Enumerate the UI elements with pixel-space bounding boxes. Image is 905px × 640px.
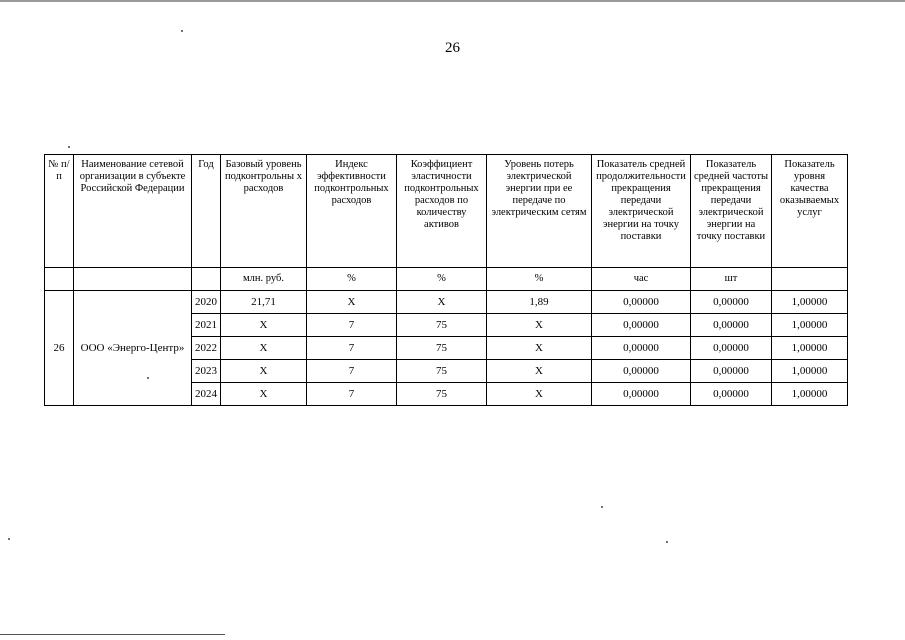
scan-speck <box>666 541 668 543</box>
header-interruption-duration: Показатель средней продолжительности прекращения передачи электрической энергии на точку поставки <box>592 155 691 268</box>
unit-empty <box>45 268 74 291</box>
interruption-duration-cell: 0,00000 <box>592 291 691 314</box>
interruption-duration-cell: 0,00000 <box>592 314 691 337</box>
header-year: Год <box>192 155 221 268</box>
scan-speck <box>181 30 183 32</box>
year-cell: 2020 <box>192 291 221 314</box>
service-quality-cell: 1,00000 <box>772 291 848 314</box>
interruption-duration-cell: 0,00000 <box>592 360 691 383</box>
efficiency-index-cell: 7 <box>307 383 397 406</box>
page-number: 26 <box>445 40 460 56</box>
org-name: ООО «Энерго-Центр» <box>74 291 192 406</box>
scan-speck <box>68 146 70 148</box>
loss-level-cell: 1,89 <box>487 291 592 314</box>
loss-level-cell: X <box>487 360 592 383</box>
elasticity-coefficient-cell: 75 <box>397 337 487 360</box>
year-cell: 2021 <box>192 314 221 337</box>
year-cell: 2023 <box>192 360 221 383</box>
base-level-cell: X <box>221 337 307 360</box>
header-efficiency-index: Индекс эффективности подконтрольных расходов <box>307 155 397 268</box>
interruption-frequency-cell: 0,00000 <box>691 314 772 337</box>
efficiency-index-cell: 7 <box>307 337 397 360</box>
table-header-row <box>45 155 848 268</box>
interruption-frequency-cell: 0,00000 <box>691 383 772 406</box>
header-organization: Наименование сетевой организации в субъекте Российской Федерации <box>74 155 192 268</box>
loss-level-cell: X <box>487 383 592 406</box>
header-loss-level: Уровень потерь электрической энергии при ее передаче по электрическим сетям <box>487 155 592 268</box>
header-elasticity-coefficient: Коэффициент эластичности подконтрольных расходов по количеству активов <box>397 155 487 268</box>
elasticity-coefficient-cell: X <box>397 291 487 314</box>
header-service-quality: Показатель уровня качества оказываемых услуг <box>772 155 848 268</box>
table-units-row <box>45 268 848 291</box>
interruption-frequency-cell: 0,00000 <box>691 291 772 314</box>
unit-elasticity-coefficient: % <box>397 268 487 291</box>
service-quality-cell: 1,00000 <box>772 360 848 383</box>
table-row <box>45 291 848 314</box>
service-quality-cell: 1,00000 <box>772 383 848 406</box>
loss-level-cell: X <box>487 314 592 337</box>
unit-loss-level: % <box>487 268 592 291</box>
efficiency-index-cell: 7 <box>307 360 397 383</box>
header-base-level: Базовый уровень подконтрольны х расходов <box>221 155 307 268</box>
interruption-frequency-cell: 0,00000 <box>691 337 772 360</box>
interruption-duration-cell: 0,00000 <box>592 337 691 360</box>
elasticity-coefficient-cell: 75 <box>397 314 487 337</box>
unit-empty <box>74 268 192 291</box>
unit-empty <box>192 268 221 291</box>
unit-base-level: млн. руб. <box>221 268 307 291</box>
interruption-duration-cell: 0,00000 <box>592 383 691 406</box>
unit-interruption-frequency: шт <box>691 268 772 291</box>
base-level-cell: X <box>221 383 307 406</box>
efficiency-index-cell: X <box>307 291 397 314</box>
service-quality-cell: 1,00000 <box>772 314 848 337</box>
base-level-cell: X <box>221 314 307 337</box>
interruption-frequency-cell: 0,00000 <box>691 360 772 383</box>
unit-efficiency-index: % <box>307 268 397 291</box>
elasticity-coefficient-cell: 75 <box>397 383 487 406</box>
header-number: № п/п <box>45 155 74 268</box>
loss-level-cell: X <box>487 337 592 360</box>
scan-edge-bottom <box>0 634 225 635</box>
base-level-cell: X <box>221 360 307 383</box>
service-quality-cell: 1,00000 <box>772 337 848 360</box>
scan-speck <box>8 538 10 540</box>
elasticity-coefficient-cell: 75 <box>397 360 487 383</box>
scan-speck <box>601 506 603 508</box>
year-cell: 2024 <box>192 383 221 406</box>
tariff-parameters-table <box>44 154 848 406</box>
year-cell: 2022 <box>192 337 221 360</box>
scan-edge-top <box>0 0 905 2</box>
org-number: 26 <box>45 291 74 406</box>
unit-service-quality <box>772 268 848 291</box>
base-level-cell: 21,71 <box>221 291 307 314</box>
header-interruption-frequency: Показатель средней частоты прекращения передачи электрической энергии на точку поставки <box>691 155 772 268</box>
unit-interruption-duration: час <box>592 268 691 291</box>
efficiency-index-cell: 7 <box>307 314 397 337</box>
